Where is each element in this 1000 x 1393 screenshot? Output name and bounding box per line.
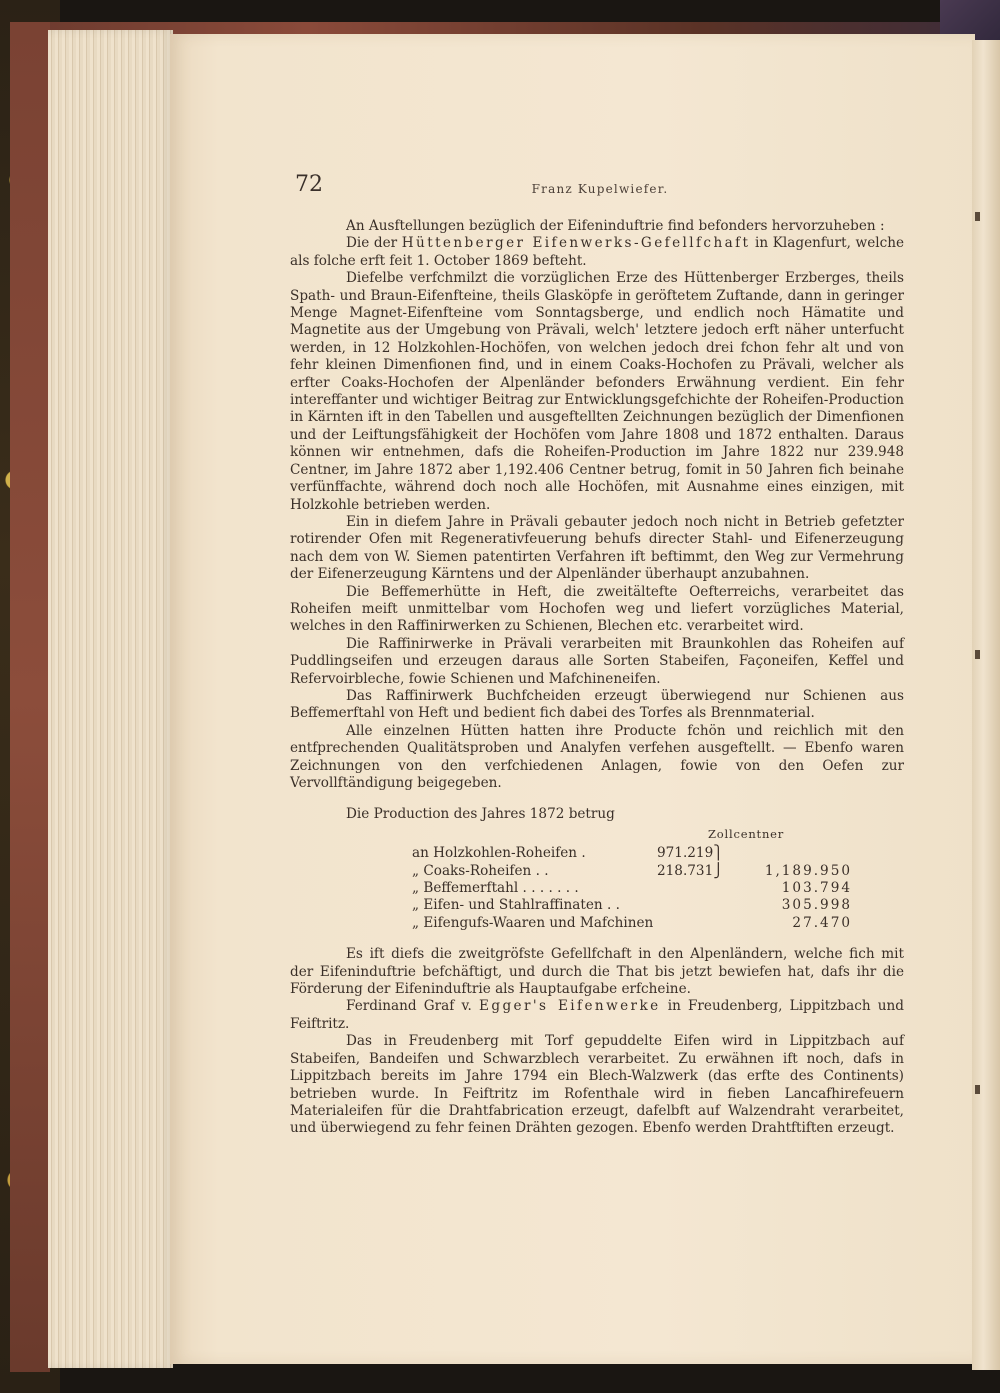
facing-page-edge xyxy=(972,40,1000,1370)
row-value xyxy=(732,845,852,862)
running-head: Franz Kupelwiefer. xyxy=(531,182,669,196)
row-label: „ Beffemerftahl . . . . . . . xyxy=(412,880,579,897)
table-row xyxy=(412,863,852,880)
row-subvalue: 971.219⎫ xyxy=(657,845,724,862)
margin-marker xyxy=(975,212,980,221)
paragraph: Das in Freudenberg mit Torf gepuddelte Eifen wird in Lippitzbach auf Stabeifen, Bandeifen und Schwarzblech verarbeitet. Zu erwähnen ift noch, dafs in Lippitzbach bereits im Jahre 1794 ein Blech-Walzwerk (das erfte des Continents) betrieben wurde. In Feiftritz im Rofenthale wird in fieben Lancafhirefeuern Materialeifen für die Drahtfabrication erzeugt, dafelbft auf Walzendraht verarbeitet, und überwiegend zu fehr feinen Drähten gezogen. Ebenfo werden Drahtftiften erzeugt. xyxy=(290,1033,904,1137)
table-unit-header: Zollcentner xyxy=(708,826,785,841)
paragraph: Alle einzelnen Hütten hatten ihre Producte fchön und reichlich mit den entfprechenden Qualitätsproben und Analyfen verfehen ausgeftellt. — Ebenfo waren Zeichnungen von den verfchiedenen Anlagen, fowie von den Oefen zur Vervollftändigung beigegeben. xyxy=(290,722,904,791)
table-row xyxy=(412,845,852,862)
paragraph-text: Ferdinand Graf v. xyxy=(346,998,480,1015)
paragraph xyxy=(290,998,904,1033)
row-value: 305.998 xyxy=(781,897,852,914)
row-subvalue xyxy=(657,897,732,914)
row-value: 103.794 xyxy=(781,880,852,897)
paragraph: Ein in diefem Jahre in Prävali gebauter jedoch noch nicht in Betrieb gefetzter rotirender Ofen mit Regenerativfeuerung behufs directer Stahl- und Eifenerzeugung nach dem von W. Siemen patentirten Verfahren ift beftimmt, den Weg zur Vermehrung der Eifenerzeugung Kärntens und der Alpenländer überhaupt anzubahnen. xyxy=(290,513,904,583)
row-subvalue: 218.731⎭ xyxy=(657,862,724,879)
book-cover-edge-left xyxy=(10,22,50,1372)
row-label: an Holzkohlen-Roheifen . xyxy=(412,845,586,862)
paragraphs-after-table xyxy=(290,946,904,1137)
margin-marker xyxy=(975,650,980,659)
page-header xyxy=(295,172,905,202)
row-label: „ Eifengufs-Waaren und Mafchinen xyxy=(412,914,654,931)
paragraph: An Ausftellungen bezüglich der Eifeninduftrie find befonders hervorzuheben : xyxy=(346,218,885,234)
table-row xyxy=(412,897,852,914)
paragraph: Es ift diefs die zweitgröfste Gefellfchaft in den Alpenländern, welche fich mit der Eifeninduftrie befchäftigt, und durch die That bis jetzt bewiefen hat, dafs ihr die Förderung der Eifeninduftrie als Hauptaufgabe erfcheine. xyxy=(290,946,904,998)
paragraphs-before-table xyxy=(290,218,904,792)
row-subvalue xyxy=(657,880,732,897)
margin-marker xyxy=(975,1085,980,1094)
paragraph: Die Raffinirwerke in Prävali verarbeiten mit Braunkohlen das Roheifen auf Puddlingseifen und erzeugen daraus alle Sorten Stabeifen, Façoneifen, Keffel und Refervoirbleche, fowie Schienen und Mafchineneifen. xyxy=(290,635,904,687)
spaced-company-name: Hüttenberger Eifenwerks-Gefellfchaft xyxy=(401,235,751,252)
row-label: „ Coaks-Roheifen . . xyxy=(412,862,549,879)
row-value: 27.470 xyxy=(792,914,852,931)
body-text xyxy=(290,218,904,1138)
paragraph-text: in Freudenberg, Lippitzbach und Feiftritz. xyxy=(290,998,904,1032)
row-subvalue xyxy=(657,915,732,932)
paragraph: Das Raffinirwerk Buchfcheiden erzeugt überwiegend nur Schienen aus Beffemerftahl von Heft und bedient fich dabei des Torfes als Brennmaterial. xyxy=(290,687,904,722)
paragraph: Die Beffemerhütte in Heft, die zweitältefte Oefterreichs, verarbeitet das Roheifen meift unmittelbar vom Hochofen weg und liefert vorzügliches Material, welches in den Raffinirwerken zu Schienen, Blechen etc. verarbeitet wird. xyxy=(290,583,904,635)
paragraph-text: in Klagenfurt, welche als folche erft feit 1. October 1869 befteht. xyxy=(290,235,904,269)
table-intro: Die Production des Jahres 1872 betrug xyxy=(346,806,615,823)
row-label: „ Eifen- und Stahlraffinaten . . xyxy=(412,897,620,914)
row-value: 1,189.950 xyxy=(764,862,852,879)
paragraph-text: Die der xyxy=(346,235,402,252)
paragraph: Diefelbe verfchmilzt die vorzüglichen Erze des Hüttenberger Erzberges, theils Spath- und Braun-Eifenfteine, theils Glasköpfe in geröftetem Zuftande, dann in geringer Menge Magnet-Eifenfteine vom Sonntagsberge, und endlich noch Hämatite und Magnetite aus der Umgebung von Prävali, welch' letztere jedoch erft näher unterfucht werden, in 12 Holzkohlen-Hochöfen, von welchen jedoch drei fchon fehr alt und von fehr kleinen Dimenfionen find, und in einem Coaks-Hochofen zu Prävali, welcher als erfter Coaks-Hochofen der Alpenländer befonders Erwähnung verdient. Ein fehr intereffanter und wichtiger Beitrag zur Entwicklungsgefchichte der Roheifen-Production in Kärnten ift in den Tabellen und ausgeftellten Zeichnungen bezüglich der Dimenfionen und der Leiftungsfähigkeit der Hochöfen vom Jahre 1808 und 1872 enthalten. Daraus können wir entnehmen, dafs die Roheifen-Production im Jahre 1822 nur 239.948 Centner, im Jahre 1872 aber 1,192.406 Centner betrug, fomit in 50 Jahren fich beinahe verfünffachte, während doch noch alle Hochöfen, mit Ausnahme eines einzigen, mit Holzkohle betrieben werden. xyxy=(290,270,904,513)
spaced-company-name: Egger's Eifenwerke xyxy=(479,998,661,1015)
page-stack-edges xyxy=(48,30,173,1368)
paragraph xyxy=(290,235,904,270)
page-number: 72 xyxy=(295,172,323,197)
table-row xyxy=(412,880,852,897)
production-table xyxy=(412,845,852,932)
table-row xyxy=(412,915,852,932)
